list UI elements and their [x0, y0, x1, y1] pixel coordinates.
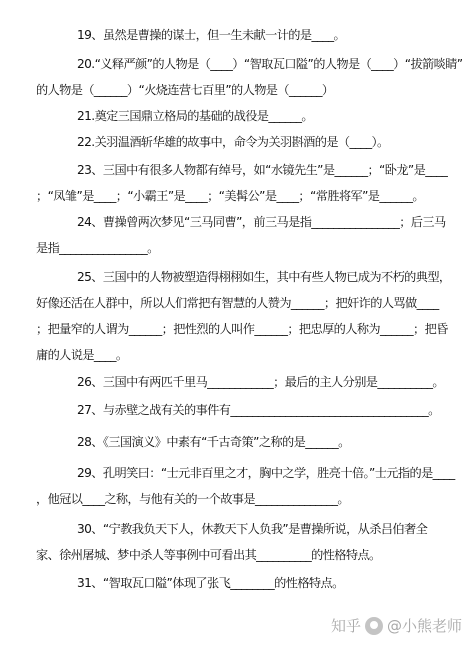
watermark-author: @小熊老师	[386, 617, 462, 635]
line-q21: 21.奠定三国鼎立格局的基础的战役是______。	[77, 109, 313, 123]
watermark	[331, 615, 462, 636]
line-q29-b: ，他冠以____之称，与他有关的一个故事是_______________。	[36, 492, 349, 506]
line-q20-a: 20.“义释严颜”的人物是（____）“智取瓦口隘”的人物是（____）“拔箭啖睛”	[77, 57, 463, 71]
watermark-brand: 知乎	[330, 617, 361, 635]
line-q23-b: ；“凤雏”是____；“小霸王”是____；“美髯公”是____；“常胜将军”是______。	[36, 189, 424, 203]
line-q31: 31、“智取瓦口隘”体现了张飞________的性格特点。	[77, 576, 344, 590]
line-q24-b: 是指________________。	[36, 241, 159, 255]
line-q30-a: 30、“宁教我负天下人，休教天下人负我”是曹操所说，从杀吕伯奢全	[77, 522, 428, 536]
line-q29-a: 29、孔明笑曰：“士元非百里之才，胸中之学，胜亮十倍。”士元指的是____	[77, 466, 455, 480]
line-q28: 28、《三国演义》中素有“千古奇策”之称的是______。	[77, 435, 350, 449]
line-q26: 26、三国中有两匹千里马____________；最后的主人分别是__________。	[77, 375, 444, 389]
avatar-icon	[365, 617, 383, 635]
line-q25-c: ；把量窄的人谓为______；把性烈的人叫作______；把忠厚的人称为______；把昏	[36, 322, 448, 336]
line-q25-d: 庸的人说是____。	[36, 348, 128, 362]
line-q19: 19、虽然是曹操的谋士，但一生未献一计的是____。	[77, 28, 346, 42]
line-q23-a: 23、三国中有很多人物都有绰号，如“水镜先生”是______；“卧龙”是____	[77, 163, 448, 177]
line-q22: 22.关羽温酒斩华雄的故事中，命令为关羽斟酒的是（____）。	[77, 135, 389, 149]
line-q30-b: 家、徐州屠城、梦中杀人等事例中可看出其__________的性格特点。	[36, 548, 381, 562]
line-q20-b: 的人物是（______）“火烧连营七百里”的人物是（______）	[36, 83, 334, 97]
line-q25-b: 好像还活在人群中，所以人们常把有智慧的人赞为______；把奸诈的人骂做____	[36, 296, 439, 310]
line-q25-a: 25、三国中的人物被塑造得栩栩如生，其中有些人物已成为不朽的典型，	[77, 270, 451, 284]
line-q27: 27、与赤壁之战有关的事件有____________________________________。	[77, 403, 440, 417]
line-q24-a: 24、曹操曾两次梦见“三马同曹”，前三马是指________________；后三马	[77, 215, 446, 229]
